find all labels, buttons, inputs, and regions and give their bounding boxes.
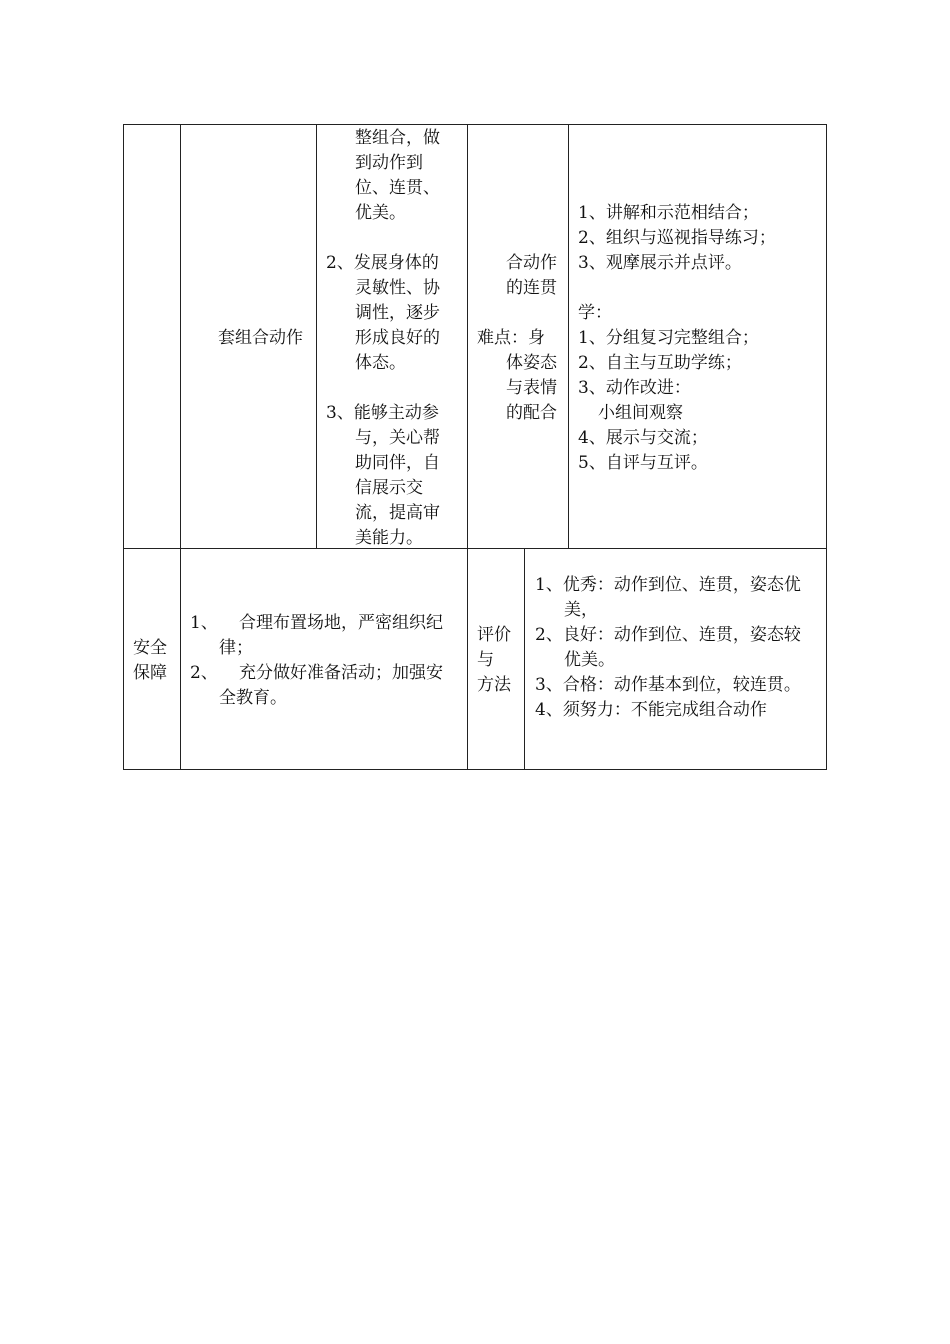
safety-item-continued: 律；: [219, 638, 253, 658]
methods-cell: [578, 201, 824, 476]
difficulty-label: 难点：身: [477, 328, 545, 348]
evaluation-label: [477, 623, 523, 698]
goal-1-line: 优美。: [355, 203, 406, 223]
goals-cell: [326, 126, 466, 551]
table-col-divider: [180, 124, 181, 770]
goal-1-line: 位、连贯、: [355, 178, 440, 198]
safety-cell: [190, 611, 466, 711]
keypoint-line: 的连贯: [506, 278, 557, 298]
safety-label: [133, 636, 177, 686]
spacer: [326, 376, 466, 401]
learn-method-item: 4、展示与交流；: [578, 428, 708, 448]
safety-item-text: 合理布置场地，严密组织纪: [239, 613, 443, 633]
table-border-bottom: [123, 769, 827, 770]
evaluation-item: 1、优秀：动作到位、连贯，姿态优美，: [535, 575, 801, 620]
learn-method-item: 2、自主与互助学练；: [578, 353, 742, 373]
evaluation-cell: [535, 573, 817, 723]
evaluation-label-line: 方法: [477, 675, 511, 695]
evaluation-label-line: 评价: [477, 625, 511, 645]
teach-method-item: 3、观摩展示并点评。: [578, 253, 742, 273]
goal-2-line: 灵敏性、协: [355, 278, 440, 298]
spacer: [477, 301, 567, 326]
learn-method-item: 3、动作改进：: [578, 378, 691, 398]
table-row-divider: [123, 548, 827, 549]
goal-1-line: 到动作到: [355, 153, 423, 173]
table-col-divider: [524, 548, 525, 770]
difficulty-line: 与表情: [506, 378, 557, 398]
evaluation-item: 2、良好：动作到位、连贯，姿态较优美。: [535, 625, 801, 670]
goal-3-line: 信展示交: [355, 478, 423, 498]
learn-method-subitem: 小组间观察: [598, 403, 683, 423]
goal-2-line: 2、发展身体的: [326, 253, 439, 273]
table-col-divider: [568, 124, 569, 548]
evaluation-item: 4、须努力：不能完成组合动作: [535, 700, 767, 720]
goal-2-line: 调性，逐步: [355, 303, 440, 323]
keypoints-cell: [477, 251, 567, 426]
keypoint-line: 合动作: [506, 253, 557, 273]
safety-item-text: 充分做好准备活动；加强安: [239, 663, 443, 683]
goal-2-line: 形成良好的: [355, 328, 440, 348]
goal-3-line: 与，关心帮: [355, 428, 440, 448]
goal-3-line: 流，提高审: [355, 503, 440, 523]
goal-3-line: 助同伴，自: [355, 453, 440, 473]
safety-item-number: 1、: [190, 613, 218, 633]
table-col-divider: [467, 124, 468, 770]
safety-item: [190, 611, 466, 636]
evaluation-item: 3、合格：动作基本到位，较连贯。: [535, 675, 801, 695]
goal-3-line: 3、能够主动参: [326, 403, 439, 423]
difficulty-line: 的配合: [506, 403, 557, 423]
goal-2-line: 体态。: [355, 353, 406, 373]
spacer: [578, 276, 824, 301]
safety-item: [190, 661, 466, 686]
learn-method-item: 1、分组复习完整组合；: [578, 328, 759, 348]
difficulty-line: 体姿态: [506, 353, 557, 373]
learn-label: 学：: [578, 303, 612, 323]
table-border-top: [123, 124, 827, 125]
goal-3-line: 美能力。: [355, 528, 423, 548]
goal-1-line: 整组合，做: [355, 128, 440, 148]
safety-label-line: 安全: [133, 638, 167, 658]
teach-method-item: 1、讲解和示范相结合；: [578, 203, 759, 223]
safety-label-line: 保障: [133, 663, 167, 683]
learn-method-item: 5、自评与互评。: [578, 453, 708, 473]
table-border-left: [123, 124, 124, 770]
content-cell-text: 套组合动作: [218, 328, 303, 348]
teach-method-item: 2、组织与巡视指导练习；: [578, 228, 776, 248]
safety-item-number: 2、: [190, 663, 218, 683]
table-col-divider: [316, 124, 317, 548]
spacer: [326, 226, 466, 251]
evaluation-label-line: 与: [477, 650, 494, 670]
safety-item-continued: 全教育。: [219, 688, 287, 708]
table-border-right: [826, 124, 827, 770]
